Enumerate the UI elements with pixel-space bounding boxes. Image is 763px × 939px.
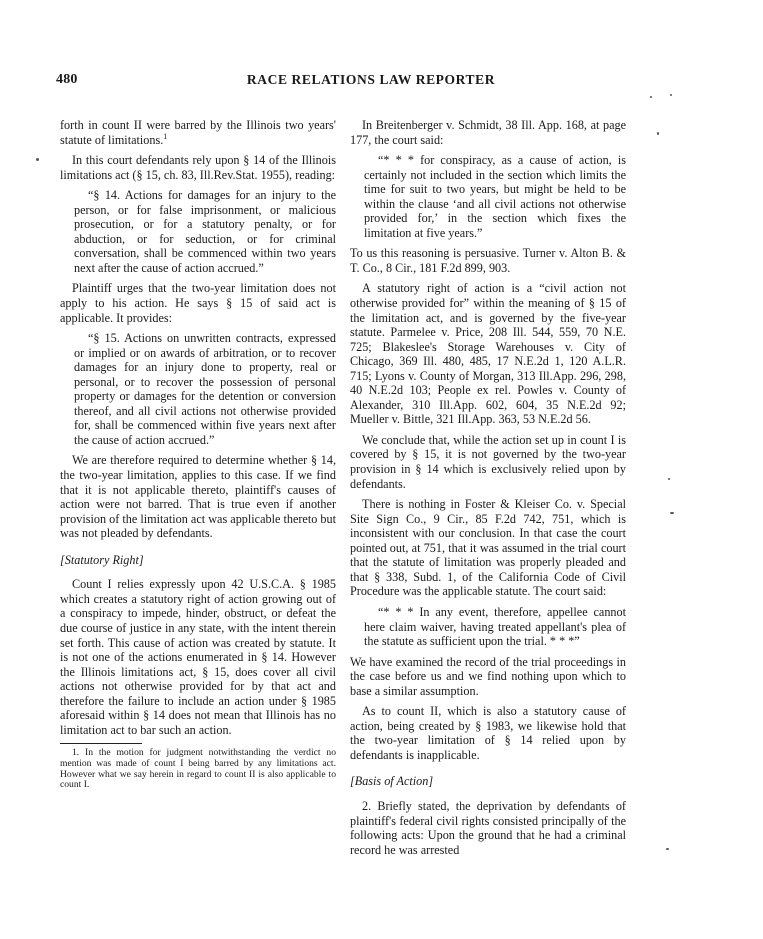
paragraph: As to count II, which is also a statutory cause of action, being created by § 1983, we likewise hold that the two-year limitation of § 14 relied upon by defendants is inapplicable. (350, 704, 626, 762)
paragraph (60, 118, 336, 147)
paragraph: We conclude that, while the action set up in count I is covered by § 15, it is not governed by the two-year provision in § 14 which is exclusively relied upon by defendants. (350, 432, 626, 491)
paragraph: To us this reasoning is persuasive. Turner v. Alton B. & T. Co., 8 Cir., 181 F.2d 899, 903. (350, 246, 626, 275)
paragraph: Plaintiff urges that the two-year limitation does not apply to his action. He says § 15 of said act is applicable. It provides: (60, 281, 336, 325)
paragraph: We have examined the record of the trial proceedings in the case before us and we find nothing upon which to base a similar assumption. (350, 654, 626, 698)
scan-speck (670, 94, 672, 96)
block-quote: “* * * In any event, therefore, appellee cannot here claim waiver, having treated appellant's plea of the statute as sufficient upon the trial. * * *” (364, 604, 626, 649)
paragraph: There is nothing in Foster & Kleiser Co. v. Special Site Sign Co., 9 Cir., 85 F.2d 742, 751, which is inconsistent with our conclusion. In that case the court pointed out, at 751, that it was assumed in the trial court that the statute of limitation was properly pleaded and that § 338, Subd. 1, of the California Code of Civil Procedure was the applicable statute. The court said: (350, 497, 626, 599)
page-number: 480 (56, 72, 78, 87)
block-quote: “§ 14. Actions for damages for an injury to the person, or for false imprisonment, or malicious prosecution, or for a statutory penalty, or for abduction, or for seduction, or for criminal conversation, shall be commenced within two years next after the cause of action accrued.” (74, 188, 336, 275)
scan-speck (650, 96, 652, 98)
footnote: 1. In the motion for judgment notwithstanding the verdict no mention was made of count I being barred by any limitations act. However what we say herein in regard to count II is also applicable to count I. (60, 747, 336, 791)
paragraph: 2. Briefly stated, the deprivation by defendants of plaintiff's federal civil rights consisted principally of the following acts: Upon the ground that he had a criminal record he was arrested (350, 798, 626, 857)
paragraph-text: forth in count II were barred by the Illinois two years' statute of limitations. (60, 118, 336, 147)
block-quote: “§ 15. Actions on unwritten contracts, expressed or implied or on awards of arbitration, or to recover damages for an injury done to property, real or personal, or to recover the possession of personal property or damages for the detention or conversion thereof, and all civil actions not otherwise provided for, shall be commenced within five years next after the cause of action accrued.” (74, 331, 336, 447)
paragraph: Count I relies expressly upon 42 U.S.C.A. § 1985 which creates a statutory right of action growing out of a conspiracy to impede, hinder, obstruct, or defeat the due course of justice in any state, with the intent therein set forth. This cause of action was created by statute. It is not one of the actions enumerated in § 14. However the Illinois limitations act, § 15, does cover all civil actions not otherwise provided for by that act and therefore the failure to include an action under § 1985 aforesaid within § 14 does not mean that Illinois has no limitation act to bar such an action. (60, 577, 336, 737)
section-heading: [Statutory Right] (60, 552, 144, 567)
right-column (350, 118, 626, 863)
scan-speck (657, 132, 659, 135)
scan-speck (36, 158, 39, 161)
scan-speck (670, 512, 674, 514)
page-header (56, 72, 686, 92)
running-title: RACE RELATIONS LAW REPORTER (246, 72, 496, 87)
footnote-reference: 1 (163, 131, 168, 141)
footnote-divider (60, 743, 142, 744)
left-column (60, 118, 336, 797)
paragraph: A statutory right of action is a “civil action not otherwise provided for” within the meaning of § 15 of the limitation act, and is governed by the five-year statute. Parmelee v. Price, 208 Ill. 544, 559, 70 N.E. 725; Blakeslee's Storage Warehouses v. City of Chicago, 369 Ill. 480, 485, 17 N.E.2d 1, 120 A.L.R. 715; Lyons v. County of Morgan, 313 Ill.App. 296, 298, 40 N.E.2d 103; People ex rel. Powles v. County of Alexander, 310 Ill.App. 602, 604, 35 N.E.2d 92; Mueller v. Bittle, 321 Ill.App. 363, 53 N.E.2d 56. (350, 281, 626, 427)
scan-speck (666, 848, 669, 850)
block-quote: “* * * for conspiracy, as a cause of action, is certainly not included in the section which limits the time for suit to two years, but might be held to be within the clause ‘and all civil actions not otherwise provided for,’ in the section which fixes the limitation at five years.” (364, 153, 626, 240)
section-heading: [Basis of Action] (350, 774, 434, 789)
paragraph: In this court defendants rely upon § 14 of the Illinois limitations act (§ 15, ch. 83, Ill.Rev.Stat. 1955), reading: (60, 153, 336, 182)
paragraph: We are therefore required to determine whether § 14, the two-year limitation, applies to this case. If we find that it is not applicable thereto, plaintiff's causes of action were not barred. That is true even if another provision of the limitation act was applicable thereto but was not pleaded by defendants. (60, 453, 336, 541)
paragraph: In Breitenberger v. Schmidt, 38 Ill. App. 168, at page 177, the court said: (350, 118, 626, 147)
scan-speck (668, 478, 670, 480)
